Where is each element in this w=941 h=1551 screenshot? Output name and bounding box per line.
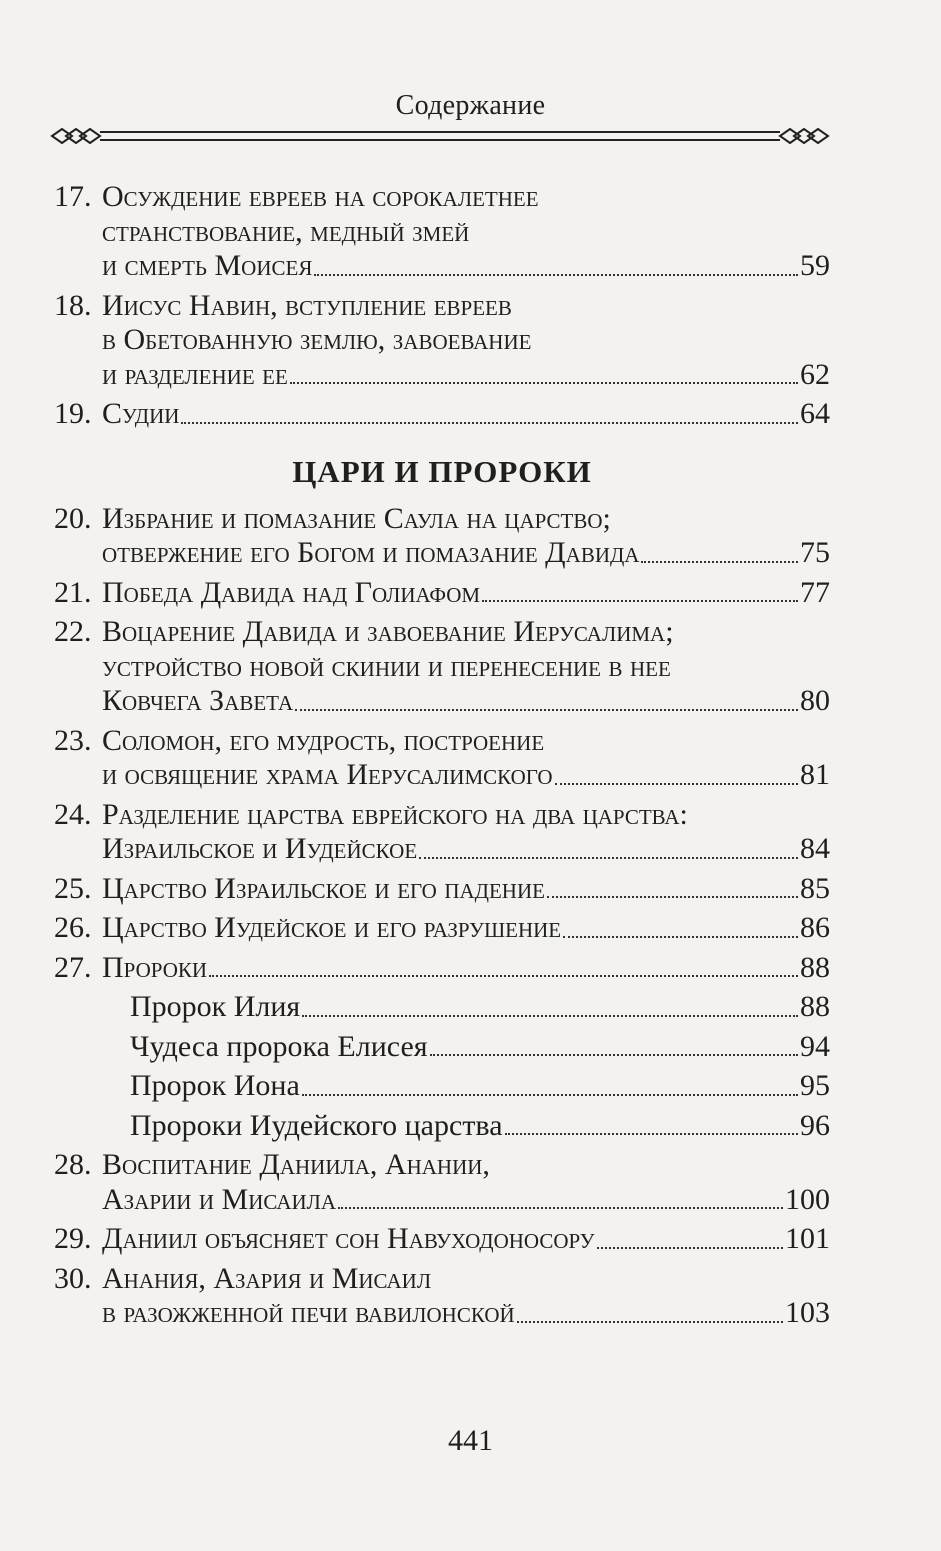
toc-entry-number: 21. bbox=[54, 575, 92, 609]
header-ornament-rule bbox=[50, 124, 830, 148]
toc-entry-title-line: Разделение царства еврейского на два царства: bbox=[102, 797, 688, 831]
dot-leader bbox=[430, 1030, 798, 1057]
toc-page-number: 88 bbox=[800, 950, 830, 984]
toc-entry-number: 22. bbox=[54, 615, 92, 648]
toc-entry-title-line: Судии bbox=[102, 397, 180, 430]
toc-entry bbox=[54, 1148, 830, 1217]
dot-leader bbox=[419, 832, 798, 859]
toc-entry-title-line: странствование, медный змей bbox=[102, 214, 470, 248]
toc-entry bbox=[54, 1222, 830, 1257]
toc-entry-title-line: отвержение его Богом и помазание Давида bbox=[102, 536, 640, 569]
toc-page-number: 96 bbox=[800, 1108, 830, 1142]
toc-page-number: 59 bbox=[800, 249, 830, 282]
toc-entry-number: 28. bbox=[54, 1148, 92, 1181]
toc-page-number: 94 bbox=[800, 1029, 830, 1063]
table-of-contents bbox=[54, 180, 830, 1336]
toc-entry-title-line: Даниил объясняет сон Навуходоносору bbox=[102, 1222, 595, 1255]
toc-entry-title-line: Воспитание Даниила, Анании, bbox=[102, 1148, 490, 1181]
dot-leader bbox=[547, 872, 798, 899]
toc-entry-number: 29. bbox=[54, 1222, 92, 1255]
toc-page-number: 101 bbox=[785, 1222, 830, 1255]
toc-entry-title-line: и смерть Моисея bbox=[102, 249, 313, 282]
dot-leader bbox=[555, 758, 798, 785]
toc-entry-title-line: Иисус Навин, вступление евреев bbox=[102, 288, 512, 322]
toc-page-number: 77 bbox=[800, 575, 830, 609]
toc-entry-title-line: Соломон, его мудрость, построение bbox=[102, 723, 545, 757]
toc-page-number: 86 bbox=[800, 911, 830, 944]
toc-entry bbox=[54, 502, 830, 571]
toc-entry-title-line: Анания, Азария и Мисаил bbox=[102, 1261, 432, 1295]
toc-entry-title-line: Пророки Иудейского царства bbox=[130, 1108, 503, 1142]
toc-entry bbox=[54, 615, 830, 719]
dot-leader bbox=[290, 358, 798, 385]
toc-page-number: 80 bbox=[800, 684, 830, 717]
toc-entry bbox=[54, 724, 830, 793]
toc-entry-number: 24. bbox=[54, 797, 92, 831]
toc-entry-title-line: Пророк Илия bbox=[130, 990, 301, 1023]
toc-entry bbox=[54, 180, 830, 284]
toc-entry-title-line: Израильское и Иудейское bbox=[102, 832, 418, 865]
dot-leader bbox=[295, 684, 798, 711]
toc-entry-number: 20. bbox=[54, 501, 92, 535]
toc-page-number: 75 bbox=[800, 536, 830, 569]
toc-entry-number: 19. bbox=[54, 397, 92, 430]
dot-leader bbox=[302, 1069, 798, 1096]
toc-subentry bbox=[130, 990, 830, 1025]
toc-entry-title-line: Пророк Иона bbox=[130, 1069, 300, 1102]
toc-entry-number: 30. bbox=[54, 1261, 92, 1295]
section-heading: ЦАРИ И ПРОРОКИ bbox=[292, 453, 592, 489]
toc-page-number: 103 bbox=[785, 1296, 830, 1329]
toc-page-number: 81 bbox=[800, 758, 830, 791]
dot-leader bbox=[482, 576, 798, 603]
toc-entry-title-line: и разделение ее bbox=[102, 357, 288, 391]
toc-entry-title-line: Азарии и Мисаила bbox=[102, 1182, 337, 1216]
dot-leader bbox=[314, 249, 798, 276]
toc-entry-title-line: Пророки bbox=[102, 950, 208, 984]
toc-page-number: 62 bbox=[800, 357, 830, 391]
dot-leader bbox=[517, 1296, 783, 1323]
toc-entry-title-line: Царство Израильское и его падение bbox=[102, 871, 545, 905]
toc-entry-title-line: Царство Иудейское и его разрушение bbox=[102, 911, 562, 944]
toc-subentry bbox=[130, 1030, 830, 1065]
toc-entry-title-line: в разожженной печи вавилонской bbox=[102, 1296, 515, 1329]
dot-leader bbox=[563, 911, 798, 938]
toc-entry-title-line: устройство новой скинии и перенесение в нее bbox=[102, 649, 671, 683]
toc-entry-number: 25. bbox=[54, 871, 92, 905]
toc-page-number: 95 bbox=[800, 1069, 830, 1102]
dot-leader bbox=[338, 1183, 783, 1210]
toc-entry-number: 17. bbox=[54, 180, 92, 213]
toc-entry bbox=[54, 1262, 830, 1331]
toc-entry-number: 18. bbox=[54, 288, 92, 322]
dot-leader bbox=[209, 951, 798, 978]
dot-leader bbox=[505, 1109, 798, 1136]
dot-leader bbox=[181, 397, 798, 424]
dot-leader bbox=[597, 1222, 783, 1249]
toc-entry-number: 23. bbox=[54, 723, 92, 757]
toc-entry bbox=[54, 798, 830, 867]
toc-entry bbox=[54, 397, 830, 432]
toc-entry bbox=[54, 289, 830, 393]
toc-entry-title-line: Избрание и помазание Саула на царство; bbox=[102, 501, 611, 535]
toc-entry-title-line: Воцарение Давида и завоевание Иерусалима; bbox=[102, 615, 674, 648]
toc-entries-after-section bbox=[54, 502, 830, 1331]
toc-entry-number: 27. bbox=[54, 950, 92, 984]
toc-entry-number: 26. bbox=[54, 911, 92, 944]
toc-entry-title-line: Ковчега Завета bbox=[102, 684, 294, 717]
toc-entry-title-line: в Обетованную землю, завоевание bbox=[102, 323, 532, 356]
toc-page-number: 88 bbox=[800, 990, 830, 1023]
toc-entry bbox=[54, 911, 830, 946]
toc-subentry bbox=[130, 1109, 830, 1144]
toc-page-number: 85 bbox=[800, 871, 830, 905]
page-number: 441 bbox=[448, 1424, 493, 1457]
toc-subentry bbox=[130, 1069, 830, 1104]
running-title: Содержание bbox=[395, 90, 546, 121]
toc-page-number: 64 bbox=[800, 397, 830, 430]
toc-entry-title-line: Осуждение евреев на сорокалетнее bbox=[102, 180, 539, 213]
dot-leader bbox=[302, 990, 798, 1017]
toc-entry bbox=[54, 872, 830, 907]
toc-entry bbox=[54, 576, 830, 611]
toc-entries-before-section bbox=[54, 180, 830, 432]
toc-entry-title-line: Победа Давида над Голиафом bbox=[102, 575, 481, 609]
toc-entry bbox=[54, 951, 830, 986]
toc-page-number: 84 bbox=[800, 832, 830, 865]
toc-entry-title-line: и освящение храма Иерусалимского bbox=[102, 758, 553, 791]
dot-leader bbox=[641, 536, 798, 563]
toc-page-number: 100 bbox=[785, 1182, 830, 1216]
toc-entry-title-line: Чудеса пророка Елисея bbox=[130, 1029, 428, 1063]
